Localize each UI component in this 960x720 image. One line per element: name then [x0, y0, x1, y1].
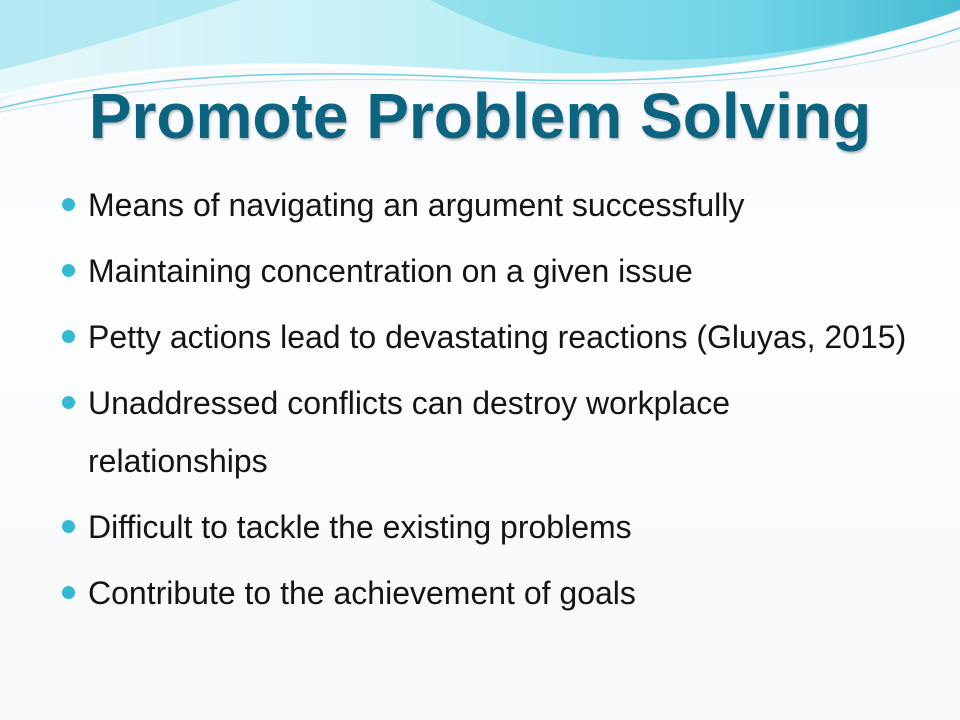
circle-bullet-icon — [62, 520, 75, 533]
bullet-text: Petty actions lead to devastating reactions (Gluyas, 2015) — [88, 319, 907, 355]
bullet-text: Means of navigating an argument successfully — [88, 187, 745, 223]
bullet-item — [60, 374, 910, 490]
circle-bullet-icon — [62, 264, 75, 277]
bullet-list — [60, 176, 910, 630]
bullet-item — [60, 308, 910, 366]
circle-bullet-icon — [62, 330, 75, 343]
bullet-item — [60, 242, 910, 300]
circle-bullet-icon — [62, 396, 75, 409]
bullet-text: Maintaining concentration on a given issue — [88, 253, 693, 289]
circle-bullet-icon — [62, 586, 75, 599]
bullet-text: Unaddressed conflicts can destroy workplace relationships — [88, 385, 731, 479]
bullet-item — [60, 564, 910, 622]
bullet-item — [60, 498, 910, 556]
bullet-text: Contribute to the achievement of goals — [88, 575, 636, 611]
bullet-text: Difficult to tackle the existing problems — [88, 509, 632, 545]
bullet-item — [60, 176, 910, 234]
circle-bullet-icon — [62, 198, 75, 211]
slide-title: Promote Problem Solving — [88, 80, 872, 152]
